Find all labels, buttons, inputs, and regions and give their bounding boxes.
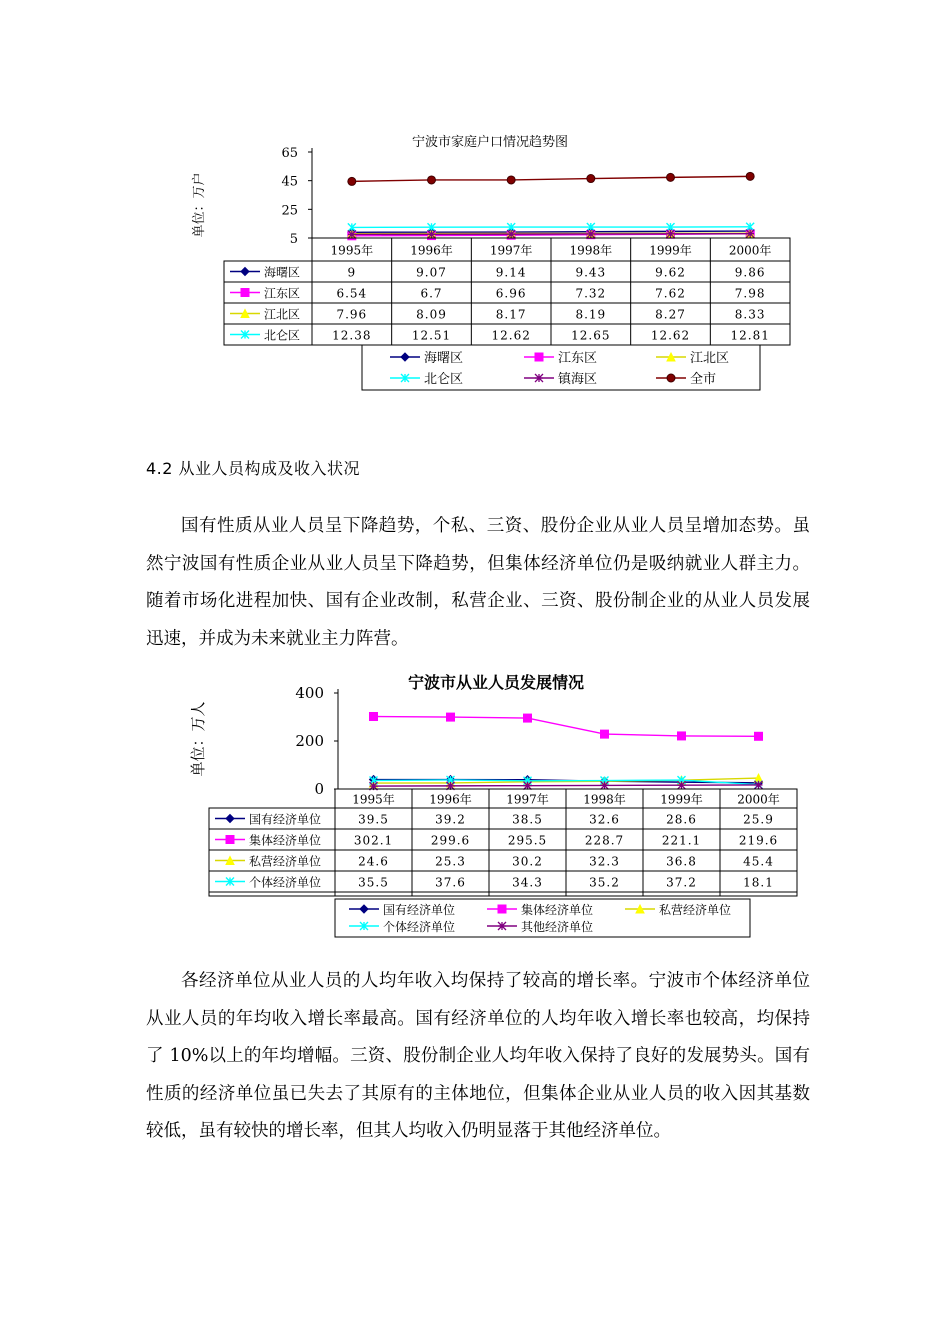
data-label: 9 [347, 265, 357, 280]
x-category-label: 1998年 [569, 243, 613, 258]
data-label: 6.54 [336, 286, 368, 301]
data-label: 219.6 [738, 833, 779, 848]
data-label: 37.2 [666, 875, 697, 890]
row-key-marker [226, 815, 234, 823]
data-label: 39.5 [358, 812, 389, 827]
data-label: 7.96 [336, 307, 368, 322]
data-point-4 [601, 781, 609, 789]
legend-entry-label: 全市 [690, 372, 717, 387]
paragraph-income: 各经济单位从业人员的人均年收入均保持了较高的增长率。宁波市个体经济单位从业人员的年均收入增长率最高。国有经济单位的人均年收入增长率也较高，均保持了 10%以上的年均增幅。三资、股份制企业人均年收入保持了良好的发展势头。国有性质的经济单位虽已失去了其原有的主体地位，但集体企业从业人员的收入因其基数较低，虽有较快的增长率，但其人均收入仍明显落于其他经济单位。 [146, 971, 810, 1141]
series-line-4 [374, 785, 759, 786]
data-label: 36.8 [666, 854, 697, 869]
data-point-4 [524, 782, 532, 790]
data-label: 12.38 [332, 328, 372, 343]
x-category-label: 1999年 [660, 792, 703, 807]
legend-entry-label: 私营经济单位 [659, 903, 732, 917]
data-point-1 [447, 713, 455, 721]
data-label: 12.51 [411, 328, 452, 343]
legend-entry-label: 江北区 [690, 351, 730, 366]
data-point-1 [524, 714, 532, 722]
y-tick-label: 0 [314, 780, 324, 798]
legend-entry-label: 国有经济单位 [383, 903, 456, 917]
legend-entry-label: 江东区 [558, 351, 598, 366]
row-label: 海曙区 [264, 265, 301, 280]
row-key-marker [226, 836, 234, 844]
data-point-1 [370, 712, 378, 720]
x-category-label: 1997年 [506, 792, 549, 807]
data-label: 32.3 [589, 854, 620, 869]
data-label: 32.6 [589, 812, 620, 827]
y-tick-label: 45 [281, 174, 298, 190]
data-label: 39.2 [435, 812, 466, 827]
data-label: 35.2 [589, 875, 620, 890]
legend-key-marker [498, 905, 506, 913]
chart-title: 宁波市从业人员发展情况 [407, 673, 585, 692]
y-tick-label: 200 [295, 732, 324, 750]
y-tick-label: 65 [281, 146, 298, 161]
y-axis-label: 单位：万人 [189, 701, 207, 777]
x-category-label: 2000年 [728, 243, 772, 258]
data-label: 25.9 [743, 812, 774, 827]
data-label: 8.09 [416, 307, 447, 322]
legend-entry-label: 海曙区 [424, 351, 464, 366]
data-label: 221.1 [661, 833, 702, 848]
data-point-1 [601, 730, 609, 738]
paragraph-employment-trend: 国有性质从业人员呈下降趋势，个私、三资、股份企业从业人员呈增加态势。虽然宁波国有性质企业从业人员呈下降趋势，但集体经济单位仍是吸纳就业人群主力。随着市场化进程加快、国有企业改制，私营企业、三资、股份制企业的从业人员发展迅速，并成为未来就业主力阵营。 [146, 516, 810, 649]
x-category-label: 1998年 [583, 792, 626, 807]
data-label: 9.07 [416, 265, 447, 280]
data-label: 12.81 [730, 328, 770, 343]
data-label: 302.1 [353, 833, 394, 848]
data-label: 34.3 [512, 875, 543, 890]
series-line-1 [374, 716, 759, 736]
data-label: 12.62 [491, 328, 531, 343]
row-label: 江北区 [264, 307, 301, 322]
data-point-1 [678, 732, 686, 740]
legend-entry-label: 其他经济单位 [521, 920, 594, 934]
data-label: 7.62 [655, 286, 686, 301]
x-category-label: 1999年 [649, 243, 692, 258]
row-label: 国有经济单位 [249, 812, 322, 827]
row-label: 私营经济单位 [249, 854, 322, 869]
data-label: 295.5 [507, 833, 548, 848]
data-label: 6.7 [420, 286, 443, 301]
data-point-4 [755, 781, 763, 789]
data-label: 18.1 [743, 875, 774, 890]
legend-entry-label: 北仑区 [424, 372, 464, 387]
y-tick-label: 400 [295, 684, 324, 702]
row-label: 江东区 [264, 286, 301, 301]
data-label: 7.98 [734, 286, 766, 301]
x-category-label: 1996年 [410, 243, 453, 258]
data-label: 24.6 [358, 854, 389, 869]
data-label: 28.6 [666, 812, 697, 827]
x-category-label: 1996年 [429, 792, 472, 807]
x-category-label: 1995年 [330, 243, 374, 258]
chart-title: 宁波市家庭户口情况趋势图 [411, 135, 569, 150]
row-label: 个体经济单位 [249, 875, 322, 890]
data-label: 8.19 [575, 307, 607, 322]
legend-key-marker [498, 922, 506, 930]
data-label: 9.86 [734, 265, 766, 280]
x-category-label: 1995年 [352, 792, 395, 807]
data-point-1 [755, 732, 763, 740]
data-label: 299.6 [430, 833, 471, 848]
data-label: 7.32 [575, 286, 607, 301]
data-label: 228.7 [584, 833, 625, 848]
data-label: 45.4 [743, 854, 774, 869]
data-label: 9.43 [575, 265, 607, 280]
data-label: 30.2 [512, 854, 543, 869]
data-label: 8.33 [734, 307, 766, 322]
x-category-label: 1997年 [489, 243, 533, 258]
x-category-label: 2000年 [737, 792, 780, 807]
data-label: 12.62 [650, 328, 691, 343]
legend-entry-label: 镇海区 [558, 372, 598, 387]
data-label: 8.17 [495, 307, 527, 322]
data-label: 9.62 [655, 265, 686, 280]
legend-entry-label: 集体经济单位 [521, 903, 594, 917]
data-point-4 [678, 781, 686, 789]
data-label: 6.96 [495, 286, 527, 301]
data-label: 9.14 [495, 265, 527, 280]
section-heading: 4.2 从业人员构成及收入状况 [146, 459, 361, 478]
legend-entry-label: 个体经济单位 [383, 920, 456, 934]
y-tick-label: 25 [281, 203, 298, 219]
data-label: 12.65 [571, 328, 611, 343]
y-axis-label: 单位：万户 [192, 172, 207, 238]
data-label: 8.27 [655, 307, 686, 322]
data-label: 37.6 [435, 875, 466, 890]
row-label: 北仑区 [264, 328, 301, 343]
data-label: 25.3 [435, 854, 466, 869]
data-label: 35.5 [358, 875, 389, 890]
data-label: 38.5 [512, 812, 543, 827]
row-label: 集体经济单位 [249, 833, 322, 848]
y-tick-label: 5 [289, 232, 298, 247]
